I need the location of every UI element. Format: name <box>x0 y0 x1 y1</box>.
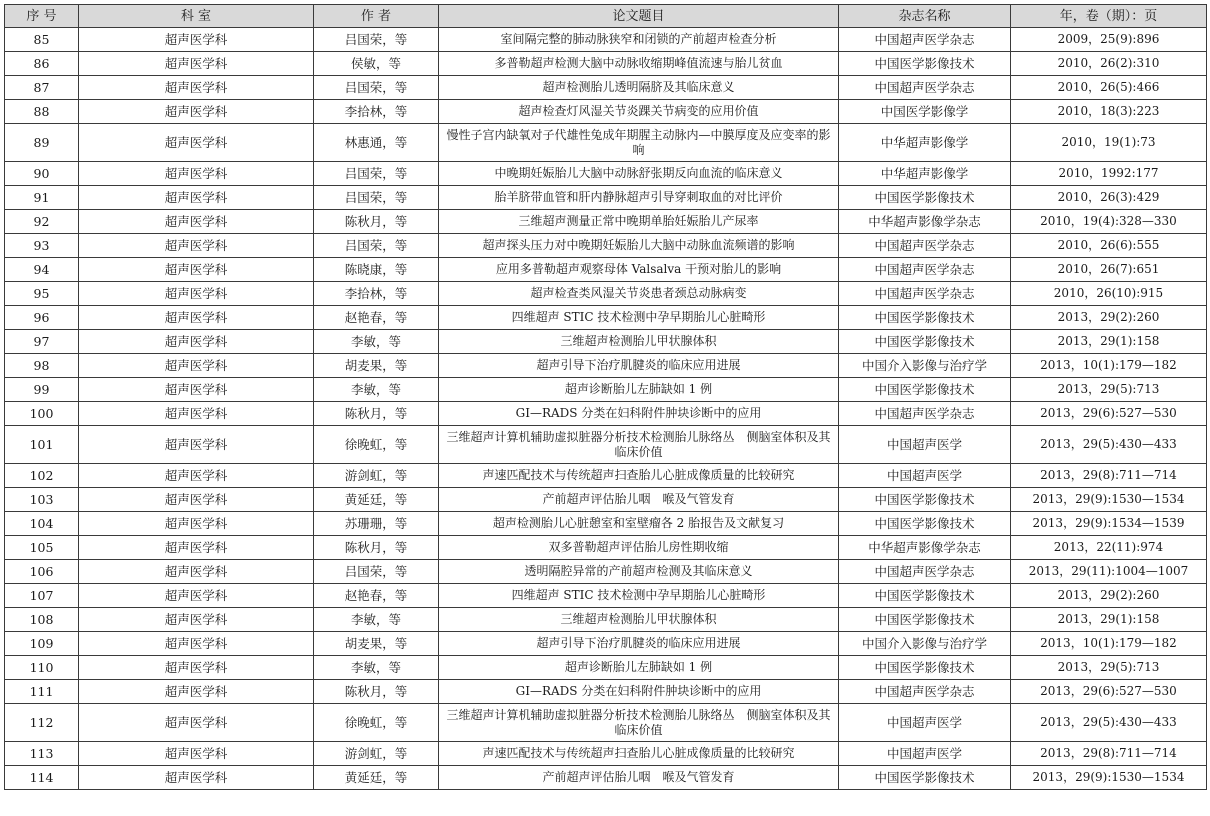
table-row <box>5 536 1207 560</box>
journal-name-cell: 中国医学影像技术 <box>839 656 1011 680</box>
journal-name-cell: 中华超声影像学杂志 <box>839 210 1011 234</box>
citation-cell: 2013，10(1):179—182 <box>1011 632 1207 656</box>
serial-number-cell: 88 <box>5 100 79 124</box>
author-cell: 游剑虹，等 <box>314 742 439 766</box>
citation-cell: 2013，29(1):158 <box>1011 330 1207 354</box>
author-cell: 赵艳春，等 <box>314 584 439 608</box>
citation-cell: 2013，29(5):430—433 <box>1011 426 1207 464</box>
department-cell: 超声医学科 <box>79 186 314 210</box>
paper-title-cell: 超声诊断胎儿左肺缺如 1 例 <box>439 656 839 680</box>
table-row <box>5 378 1207 402</box>
header-department: 科 室 <box>79 5 314 28</box>
author-cell: 陈晓康，等 <box>314 258 439 282</box>
header-paper-title: 论文题目 <box>439 5 839 28</box>
author-cell: 李拾林，等 <box>314 282 439 306</box>
department-cell: 超声医学科 <box>79 608 314 632</box>
citation-cell: 2013，29(9):1530—1534 <box>1011 766 1207 790</box>
author-cell: 陈秋月，等 <box>314 536 439 560</box>
serial-number-cell: 96 <box>5 306 79 330</box>
paper-title-cell: 四维超声 STIC 技术检测中孕早期胎儿心脏畸形 <box>439 584 839 608</box>
serial-number-cell: 91 <box>5 186 79 210</box>
department-cell: 超声医学科 <box>79 76 314 100</box>
paper-title-cell: 透明隔腔异常的产前超声检测及其临床意义 <box>439 560 839 584</box>
table-row <box>5 608 1207 632</box>
table-row <box>5 584 1207 608</box>
department-cell: 超声医学科 <box>79 512 314 536</box>
journal-name-cell: 中国医学影像技术 <box>839 186 1011 210</box>
paper-title-cell: 超声探头压力对中晚期妊娠胎儿大脑中动脉血流频谱的影响 <box>439 234 839 258</box>
paper-title-cell: 超声诊断胎儿左肺缺如 1 例 <box>439 378 839 402</box>
journal-name-cell: 中国超声医学 <box>839 464 1011 488</box>
author-cell: 吕国荣，等 <box>314 162 439 186</box>
citation-cell: 2013，29(8):711—714 <box>1011 464 1207 488</box>
table-row <box>5 680 1207 704</box>
journal-name-cell: 中国医学影像技术 <box>839 52 1011 76</box>
citation-cell: 2010，26(10):915 <box>1011 282 1207 306</box>
citation-cell: 2013，29(9):1530—1534 <box>1011 488 1207 512</box>
journal-name-cell: 中国医学影像技术 <box>839 306 1011 330</box>
journal-name-cell: 中国医学影像技术 <box>839 378 1011 402</box>
department-cell: 超声医学科 <box>79 258 314 282</box>
serial-number-cell: 87 <box>5 76 79 100</box>
serial-number-cell: 100 <box>5 402 79 426</box>
department-cell: 超声医学科 <box>79 234 314 258</box>
citation-cell: 2010，26(3):429 <box>1011 186 1207 210</box>
department-cell: 超声医学科 <box>79 210 314 234</box>
journal-name-cell: 中国超声医学杂志 <box>839 402 1011 426</box>
serial-number-cell: 97 <box>5 330 79 354</box>
citation-cell: 2013，29(6):527—530 <box>1011 402 1207 426</box>
table-row <box>5 656 1207 680</box>
serial-number-cell: 114 <box>5 766 79 790</box>
table-row <box>5 742 1207 766</box>
author-cell: 林惠通，等 <box>314 124 439 162</box>
table-row <box>5 28 1207 52</box>
journal-name-cell: 中国超声医学杂志 <box>839 258 1011 282</box>
journal-name-cell: 中国超声医学杂志 <box>839 680 1011 704</box>
department-cell: 超声医学科 <box>79 584 314 608</box>
author-cell: 吕国荣，等 <box>314 234 439 258</box>
journal-name-cell: 中国超声医学 <box>839 742 1011 766</box>
table-row <box>5 402 1207 426</box>
table-row <box>5 560 1207 584</box>
serial-number-cell: 101 <box>5 426 79 464</box>
department-cell: 超声医学科 <box>79 766 314 790</box>
publication-table <box>4 4 1207 790</box>
table-row <box>5 258 1207 282</box>
author-cell: 徐晚虹，等 <box>314 426 439 464</box>
serial-number-cell: 89 <box>5 124 79 162</box>
paper-title-cell: 声速匹配技术与传统超声扫查胎儿心脏成像质量的比较研究 <box>439 464 839 488</box>
serial-number-cell: 86 <box>5 52 79 76</box>
table-row <box>5 704 1207 742</box>
serial-number-cell: 111 <box>5 680 79 704</box>
table-row <box>5 306 1207 330</box>
citation-cell: 2010，18(3):223 <box>1011 100 1207 124</box>
citation-cell: 2010，26(5):466 <box>1011 76 1207 100</box>
department-cell: 超声医学科 <box>79 100 314 124</box>
table-row <box>5 234 1207 258</box>
paper-title-cell: GI—RADS 分类在妇科附件肿块诊断中的应用 <box>439 680 839 704</box>
journal-name-cell: 中国超声医学杂志 <box>839 234 1011 258</box>
paper-title-cell: 超声检查类风湿关节炎患者颈总动脉病变 <box>439 282 839 306</box>
citation-cell: 2010，1992:177 <box>1011 162 1207 186</box>
table-header <box>5 5 1207 28</box>
journal-name-cell: 中国医学影像技术 <box>839 608 1011 632</box>
citation-cell: 2013，10(1):179—182 <box>1011 354 1207 378</box>
serial-number-cell: 92 <box>5 210 79 234</box>
header-journal-name: 杂志名称 <box>839 5 1011 28</box>
serial-number-cell: 99 <box>5 378 79 402</box>
author-cell: 黄延廷，等 <box>314 488 439 512</box>
serial-number-cell: 105 <box>5 536 79 560</box>
paper-title-cell: 产前超声评估胎儿咽 喉及气管发育 <box>439 488 839 512</box>
header-citation: 年，卷（期）：页 <box>1011 5 1207 28</box>
table-row <box>5 464 1207 488</box>
serial-number-cell: 113 <box>5 742 79 766</box>
author-cell: 游剑虹，等 <box>314 464 439 488</box>
serial-number-cell: 110 <box>5 656 79 680</box>
journal-name-cell: 中华超声影像学 <box>839 162 1011 186</box>
journal-name-cell: 中国医学影像技术 <box>839 330 1011 354</box>
table-row <box>5 766 1207 790</box>
author-cell: 李敏，等 <box>314 330 439 354</box>
header-author: 作 者 <box>314 5 439 28</box>
paper-title-cell: 应用多普勒超声观察母体 Valsalva 干预对胎儿的影响 <box>439 258 839 282</box>
journal-name-cell: 中国医学影像技术 <box>839 512 1011 536</box>
paper-title-cell: 多普勒超声检测大脑中动脉收缩期峰值流速与胎儿贫血 <box>439 52 839 76</box>
author-cell: 吕国荣，等 <box>314 76 439 100</box>
paper-title-cell: 产前超声评估胎儿咽 喉及气管发育 <box>439 766 839 790</box>
serial-number-cell: 108 <box>5 608 79 632</box>
table-row <box>5 426 1207 464</box>
department-cell: 超声医学科 <box>79 632 314 656</box>
department-cell: 超声医学科 <box>79 52 314 76</box>
paper-title-cell: 超声检查灯风湿关节炎踝关节病变的应用价值 <box>439 100 839 124</box>
journal-name-cell: 中国医学影像学 <box>839 100 1011 124</box>
paper-title-cell: 超声检测胎儿透明隔脐及其临床意义 <box>439 76 839 100</box>
paper-title-cell: 超声引导下治疗肌腱炎的临床应用进展 <box>439 632 839 656</box>
author-cell: 侯敏，等 <box>314 52 439 76</box>
author-cell: 胡麦果，等 <box>314 632 439 656</box>
department-cell: 超声医学科 <box>79 488 314 512</box>
department-cell: 超声医学科 <box>79 402 314 426</box>
department-cell: 超声医学科 <box>79 282 314 306</box>
serial-number-cell: 98 <box>5 354 79 378</box>
serial-number-cell: 90 <box>5 162 79 186</box>
paper-title-cell: 三维超声计算机辅助虚拟脏器分析技术检测胎儿脉络丛 侧脑室体积及其临床价值 <box>439 704 839 742</box>
table-row <box>5 512 1207 536</box>
table-row <box>5 210 1207 234</box>
table-row <box>5 52 1207 76</box>
serial-number-cell: 103 <box>5 488 79 512</box>
citation-cell: 2009，25(9):896 <box>1011 28 1207 52</box>
department-cell: 超声医学科 <box>79 354 314 378</box>
author-cell: 苏珊珊，等 <box>314 512 439 536</box>
journal-name-cell: 中国超声医学杂志 <box>839 282 1011 306</box>
serial-number-cell: 107 <box>5 584 79 608</box>
department-cell: 超声医学科 <box>79 162 314 186</box>
serial-number-cell: 93 <box>5 234 79 258</box>
department-cell: 超声医学科 <box>79 680 314 704</box>
journal-name-cell: 中国超声医学 <box>839 426 1011 464</box>
journal-name-cell: 中华超声影像学 <box>839 124 1011 162</box>
author-cell: 李拾林，等 <box>314 100 439 124</box>
paper-title-cell: 四维超声 STIC 技术检测中孕早期胎儿心脏畸形 <box>439 306 839 330</box>
citation-cell: 2013，29(6):527—530 <box>1011 680 1207 704</box>
header-serial-number: 序 号 <box>5 5 79 28</box>
author-cell: 李敏，等 <box>314 378 439 402</box>
citation-cell: 2010，26(2):310 <box>1011 52 1207 76</box>
table-row <box>5 330 1207 354</box>
paper-title-cell: 室间隔完整的肺动脉狭窄和闭锁的产前超声检查分析 <box>439 28 839 52</box>
citation-cell: 2010，26(6):555 <box>1011 234 1207 258</box>
table-row <box>5 488 1207 512</box>
paper-title-cell: 超声引导下治疗肌腱炎的临床应用进展 <box>439 354 839 378</box>
journal-name-cell: 中国医学影像技术 <box>839 766 1011 790</box>
serial-number-cell: 109 <box>5 632 79 656</box>
table-row <box>5 162 1207 186</box>
paper-title-cell: 声速匹配技术与传统超声扫查胎儿心脏成像质量的比较研究 <box>439 742 839 766</box>
author-cell: 徐晚虹，等 <box>314 704 439 742</box>
journal-name-cell: 中国超声医学杂志 <box>839 560 1011 584</box>
department-cell: 超声医学科 <box>79 656 314 680</box>
serial-number-cell: 85 <box>5 28 79 52</box>
serial-number-cell: 104 <box>5 512 79 536</box>
table-row <box>5 124 1207 162</box>
author-cell: 陈秋月，等 <box>314 680 439 704</box>
table-row <box>5 354 1207 378</box>
table-row <box>5 282 1207 306</box>
paper-title-cell: 慢性子宫内缺氧对子代雄性兔成年期腥主动脉内—中膜厚度及应变率的影响 <box>439 124 839 162</box>
citation-cell: 2013，22(11):974 <box>1011 536 1207 560</box>
citation-cell: 2010，26(7):651 <box>1011 258 1207 282</box>
department-cell: 超声医学科 <box>79 378 314 402</box>
citation-cell: 2013，29(5):713 <box>1011 378 1207 402</box>
citation-cell: 2013，29(1):158 <box>1011 608 1207 632</box>
serial-number-cell: 94 <box>5 258 79 282</box>
journal-name-cell: 中国超声医学杂志 <box>839 76 1011 100</box>
serial-number-cell: 106 <box>5 560 79 584</box>
journal-name-cell: 中国介入影像与治疗学 <box>839 632 1011 656</box>
table-body <box>5 28 1207 790</box>
paper-title-cell: 三维超声检测胎儿甲状腺体积 <box>439 330 839 354</box>
department-cell: 超声医学科 <box>79 330 314 354</box>
author-cell: 陈秋月，等 <box>314 402 439 426</box>
paper-title-cell: 三维超声测量正常中晚期单胎妊娠胎儿产尿率 <box>439 210 839 234</box>
department-cell: 超声医学科 <box>79 464 314 488</box>
paper-title-cell: GI—RADS 分类在妇科附件肿块诊断中的应用 <box>439 402 839 426</box>
journal-name-cell: 中国介入影像与治疗学 <box>839 354 1011 378</box>
table-row <box>5 76 1207 100</box>
citation-cell: 2013，29(9):1534—1539 <box>1011 512 1207 536</box>
author-cell: 吕国荣，等 <box>314 186 439 210</box>
author-cell: 吕国荣，等 <box>314 560 439 584</box>
citation-cell: 2013，29(2):260 <box>1011 306 1207 330</box>
author-cell: 李敏，等 <box>314 656 439 680</box>
department-cell: 超声医学科 <box>79 704 314 742</box>
paper-title-cell: 胎羊脐带血管和肝内静脉超声引导穿刺取血的对比评价 <box>439 186 839 210</box>
journal-name-cell: 中华超声影像学杂志 <box>839 536 1011 560</box>
header-row <box>5 5 1207 28</box>
citation-cell: 2010，19(1):73 <box>1011 124 1207 162</box>
citation-cell: 2013，29(8):711—714 <box>1011 742 1207 766</box>
department-cell: 超声医学科 <box>79 426 314 464</box>
department-cell: 超声医学科 <box>79 536 314 560</box>
department-cell: 超声医学科 <box>79 306 314 330</box>
department-cell: 超声医学科 <box>79 28 314 52</box>
citation-cell: 2013，29(11):1004—1007 <box>1011 560 1207 584</box>
citation-cell: 2013，29(2):260 <box>1011 584 1207 608</box>
author-cell: 胡麦果，等 <box>314 354 439 378</box>
author-cell: 黄延廷，等 <box>314 766 439 790</box>
author-cell: 赵艳春，等 <box>314 306 439 330</box>
table-row <box>5 186 1207 210</box>
author-cell: 陈秋月，等 <box>314 210 439 234</box>
paper-title-cell: 三维超声检测胎儿甲状腺体积 <box>439 608 839 632</box>
serial-number-cell: 95 <box>5 282 79 306</box>
department-cell: 超声医学科 <box>79 560 314 584</box>
author-cell: 吕国荣，等 <box>314 28 439 52</box>
author-cell: 李敏，等 <box>314 608 439 632</box>
journal-name-cell: 中国超声医学杂志 <box>839 28 1011 52</box>
paper-title-cell: 双多普勒超声评估胎儿房性期收缩 <box>439 536 839 560</box>
journal-name-cell: 中国超声医学 <box>839 704 1011 742</box>
paper-title-cell: 三维超声计算机辅助虚拟脏器分析技术检测胎儿脉络丛 侧脑室体积及其临床价值 <box>439 426 839 464</box>
paper-title-cell: 超声检测胎儿心脏憩室和室壁瘤各 2 胎报告及文献复习 <box>439 512 839 536</box>
citation-cell: 2010，19(4):328—330 <box>1011 210 1207 234</box>
department-cell: 超声医学科 <box>79 742 314 766</box>
serial-number-cell: 112 <box>5 704 79 742</box>
journal-name-cell: 中国医学影像技术 <box>839 584 1011 608</box>
citation-cell: 2013，29(5):430—433 <box>1011 704 1207 742</box>
citation-cell: 2013，29(5):713 <box>1011 656 1207 680</box>
journal-name-cell: 中国医学影像技术 <box>839 488 1011 512</box>
table-row <box>5 632 1207 656</box>
table-row <box>5 100 1207 124</box>
serial-number-cell: 102 <box>5 464 79 488</box>
paper-title-cell: 中晚期妊娠胎儿大脑中动脉舒张期反向血流的临床意义 <box>439 162 839 186</box>
department-cell: 超声医学科 <box>79 124 314 162</box>
